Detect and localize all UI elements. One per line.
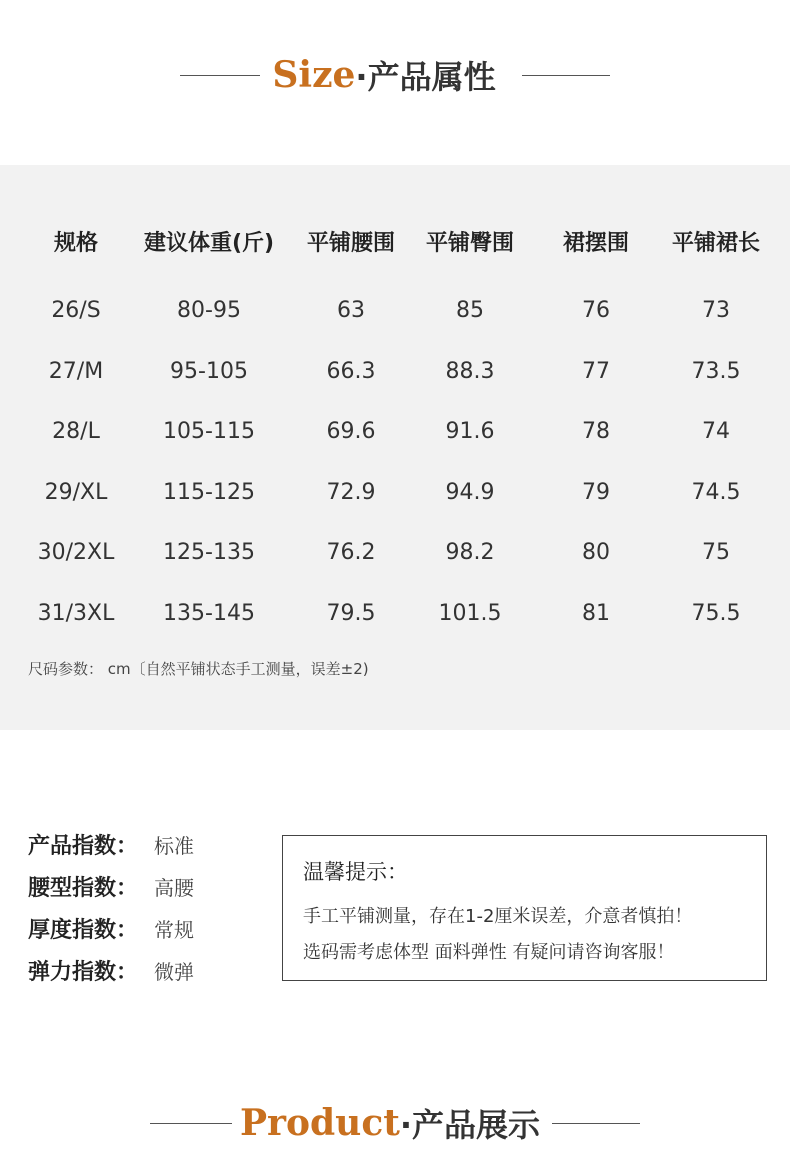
table-cell: 125-135 [163, 540, 255, 565]
table-row [0, 412, 790, 452]
header-cell: 平铺腰围 [306, 231, 395, 256]
table-cell: 79.5 [326, 601, 376, 626]
attribute-label: 厚度指数： [28, 918, 139, 943]
table-cell: 135-145 [163, 601, 255, 626]
table-cell: 73 [702, 298, 730, 323]
attribute-value: 常规 [154, 918, 194, 942]
table-cell: 78 [582, 419, 610, 444]
table-cell: 74.5 [691, 480, 741, 505]
table-cell: 115-125 [163, 480, 255, 505]
table-cell: 69.6 [326, 419, 376, 444]
tips-line: 选码需考虑体型 面料弹性 有疑问请咨询客服！ [303, 942, 675, 963]
table-row [0, 291, 790, 331]
table-cell: 26/S [51, 298, 101, 323]
table-cell: 81 [582, 601, 610, 626]
attribute-label: 腰型指数： [28, 876, 139, 901]
table-cell: 27/M [48, 359, 104, 384]
attribute-label: 弹力指数： [28, 960, 139, 985]
size-chart-panel [0, 165, 790, 730]
product-title-cn: ·产品展示 [399, 1106, 541, 1144]
tips-box [282, 835, 767, 981]
table-cell: 91.6 [445, 419, 495, 444]
table-cell: 88.3 [445, 359, 495, 384]
title-divider-right [552, 1123, 640, 1124]
table-cell: 105-115 [163, 419, 255, 444]
table-cell: 76 [582, 298, 610, 323]
attribute-value: 高腰 [154, 876, 194, 900]
tips-title: 温馨提示： [303, 860, 408, 884]
table-cell: 98.2 [445, 540, 495, 565]
table-cell: 29/XL [44, 480, 108, 505]
table-cell: 31/3XL [37, 601, 115, 626]
product-title-en: Product [239, 1102, 400, 1144]
tips-line: 手工平铺测量，存在1-2厘米误差，介意者慎拍！ [303, 906, 693, 927]
header-cell: 平铺臀围 [425, 231, 514, 256]
table-cell: 63 [337, 298, 365, 323]
attribute-row [28, 870, 194, 912]
size-table-header [0, 224, 790, 264]
table-row [0, 473, 790, 513]
table-cell: 75 [702, 540, 730, 565]
table-cell: 66.3 [326, 359, 376, 384]
table-cell: 75.5 [691, 601, 741, 626]
attribute-value: 标准 [154, 834, 194, 858]
table-row [0, 594, 790, 634]
table-cell: 94.9 [445, 480, 495, 505]
header-cell: 裙摆围 [562, 231, 629, 256]
table-row [0, 533, 790, 573]
attribute-row [28, 954, 194, 996]
title-divider-left [180, 75, 260, 76]
table-cell: 28/L [52, 419, 100, 444]
size-title-en: Size [272, 54, 356, 96]
attribute-label: 产品指数： [28, 834, 139, 859]
table-cell: 79 [582, 480, 610, 505]
table-cell: 74 [702, 419, 730, 444]
table-cell: 76.2 [326, 540, 376, 565]
product-section-title [0, 1100, 790, 1146]
table-cell: 101.5 [438, 601, 502, 626]
table-cell: 73.5 [691, 359, 741, 384]
table-cell: 72.9 [326, 480, 376, 505]
size-title-cn: ·产品属性 [355, 58, 496, 96]
title-divider-right [522, 75, 610, 76]
header-cell: 规格 [53, 231, 98, 256]
size-measurement-note: 尺码参数： cm〔自然平铺状态手工测量，误差±2) [28, 660, 369, 678]
table-cell: 95-105 [170, 359, 248, 384]
table-cell: 85 [456, 298, 484, 323]
table-cell: 30/2XL [37, 540, 115, 565]
attribute-row [28, 912, 194, 954]
size-section-title [0, 52, 790, 98]
table-row [0, 352, 790, 392]
title-divider-left [150, 1123, 232, 1124]
product-attributes [28, 828, 194, 996]
header-cell: 建议体重(斤) [143, 231, 275, 256]
attribute-row [28, 828, 194, 870]
attribute-value: 微弹 [154, 960, 194, 984]
table-cell: 80-95 [177, 298, 241, 323]
table-cell: 80 [582, 540, 610, 565]
table-cell: 77 [582, 359, 610, 384]
header-cell: 平铺裙长 [671, 231, 760, 256]
